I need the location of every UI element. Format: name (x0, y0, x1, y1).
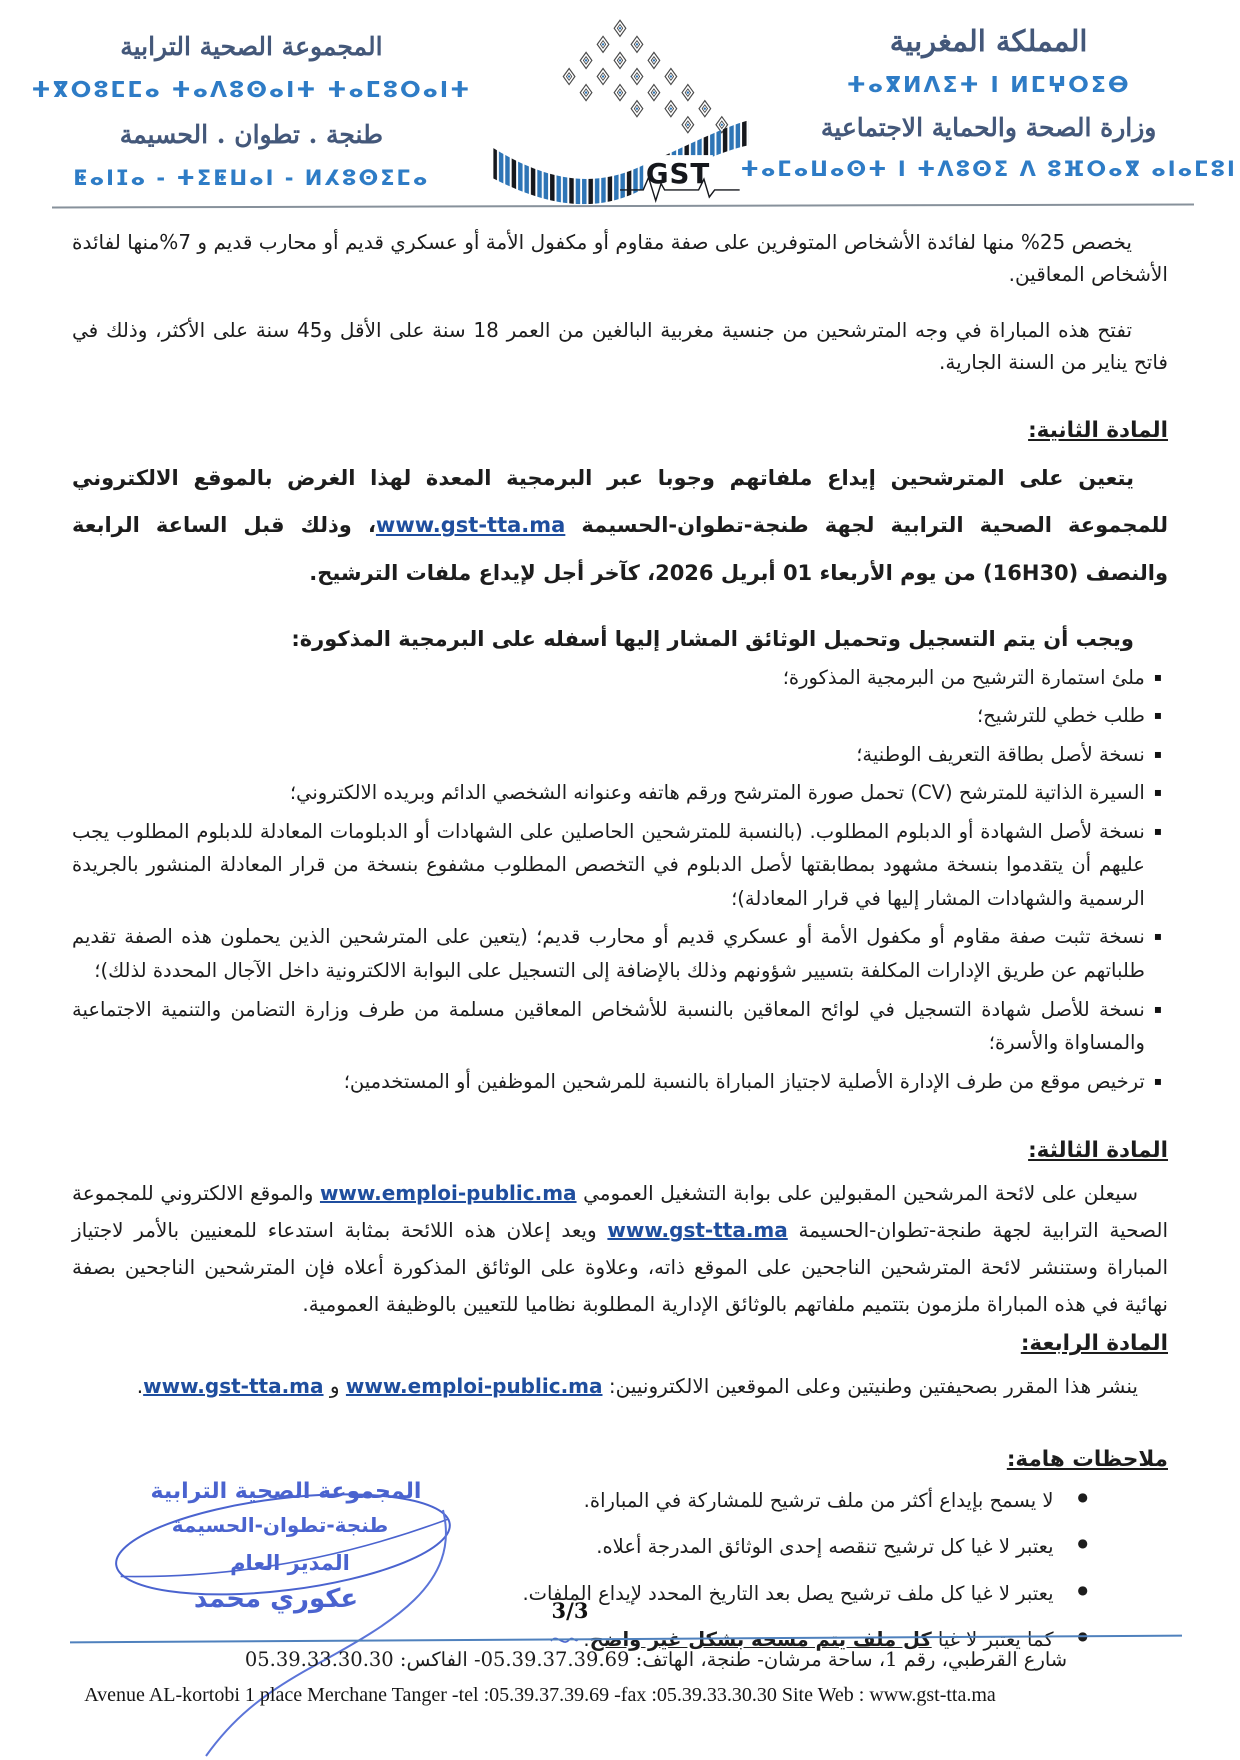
stamp-director-name: عكوري محمد (193, 1584, 359, 1614)
list-item (72, 993, 1162, 1060)
stamp-region: طنجة-تطوان-الحسيمة (171, 1513, 389, 1537)
article2-text-2: ، وذلك قبل الساعة الرابعة والنصف (16H30) من يوم الأربعاء 01 أبريل 2026، كآخر أجل لإيداع ملفات الترشيح. (72, 513, 1168, 585)
notes-heading: ملاحظات هامة: (1006, 1447, 1168, 1473)
gst-website-link[interactable]: www.gst-tta.ma (607, 1218, 788, 1243)
round-bullet-icon: ● (1077, 1490, 1088, 1505)
list-item (72, 815, 1162, 916)
article4-heading: المادة الرابعة: (1020, 1331, 1168, 1357)
article2-heading: المادة الثانية: (1028, 418, 1168, 443)
list-item (72, 738, 1162, 772)
article2-text-1: يتعين على المترشحين إيداع ملفاتهم وجوبا عبر البرمجية المعدة لهذا الغرض بالموقع الالكتروني للمجموعة الصحية الترابية لجهة طنجة-تطوان-الحسيمة (72, 466, 1168, 538)
kingdom-arabic: المملكة المغربية (889, 24, 1088, 58)
doc-item-text: السيرة الذاتية للمترشح (CV) تحمل صورة المترشح ورقم هاتفه وعنوانه الشخصي الدائم وبريده الالكتروني؛ (289, 781, 1145, 805)
note-text: يعتبر لا غيا كل ترشيح تنقصه إحدى الوثائق المدرجة أعلاه. (596, 1535, 1054, 1559)
org-name-tifinagh: ⵜⴳⵔⵓⵎⵎⴰ ⵜⴰⴷⵓⵙⴰⵏⵜ ⵜⴰⵎⵓⵔⴰⵏⵜ (31, 78, 472, 103)
note-text: يعتبر لا غيا كل ملف ترشيح يصل بعد التاريخ المحدد لإيداع الملفات. (522, 1581, 1054, 1605)
doc-item-text: ترخيص موقع من طرف الإدارة الأصلية لاجتياز المباراة بالنسبة للمرشحين الموظفين أو المستخدمين؛ (343, 1069, 1145, 1093)
square-bullet-icon: ▪ (1153, 1073, 1162, 1088)
gst-logo (459, 14, 782, 206)
gst-website-link[interactable]: www.gst-tta.ma (375, 513, 566, 538)
header-divider (52, 204, 1194, 209)
gst-website-link[interactable]: www.gst-tta.ma (143, 1374, 324, 1399)
article3-heading: المادة الثالثة: (1028, 1138, 1168, 1164)
article3-text-2: والموقع الالكتروني للمجموعة الصحية الترابية لجهة طنجة-تطوان-الحسيمة (72, 1181, 1168, 1243)
emploi-public-link[interactable]: www.emploi-public.ma (319, 1181, 577, 1206)
list-item (72, 1065, 1162, 1099)
letterhead-right (740, 14, 1237, 181)
note-underlined-text: كل ملف يتم مسحه بشكل غير واضح (589, 1627, 932, 1651)
required-documents-list (72, 661, 1162, 1098)
doc-item-text: ملئ استمارة الترشيح من البرمجية المذكورة؛ (782, 665, 1145, 689)
emploi-public-link[interactable]: www.emploi-public.ma (345, 1374, 603, 1399)
stamp-title-general-director: المدير العام (230, 1551, 350, 1575)
letterhead (0, 0, 1240, 192)
org-name-arabic: المجموعة الصحية الترابية (120, 32, 383, 61)
round-bullet-icon: ● (1077, 1582, 1088, 1597)
article4-paragraph (72, 1368, 1168, 1405)
square-bullet-icon: ▪ (1153, 785, 1162, 800)
square-bullet-icon: ▪ (1153, 929, 1162, 944)
article4-text-2: و (323, 1374, 346, 1399)
doc-item-text: نسخة تثبت صفة مقاوم أو مكفول الأمة أو عسكري قديم أو محارب قديم؛ (يتعين على المترشحين الذين يحملون هذه الصفة تقديم طلباتهم عن طريق الإدارات المكلفة بتسيير شؤونهم وذلك بالإضافة إلى التسجيل على البوابة الالكترونية داخل الآجال المحددة لذلك)؛ (72, 925, 1145, 982)
article3-text-1: سيعلن على لائحة المرشحين المقبولين على بوابة التشغيل العمومي (576, 1181, 1138, 1206)
square-bullet-icon: ▪ (1153, 1001, 1162, 1016)
square-bullet-icon: ▪ (1153, 669, 1162, 684)
square-bullet-icon: ▪ (1153, 746, 1162, 761)
note-text-suffix: . (583, 1627, 590, 1651)
doc-item-text: طلب خطي للترشيح؛ (976, 704, 1145, 728)
article4-text-1: ينشر هذا المقرر بصحيفتين وطنيتين وعلى الموقعين الالكترونيين: (602, 1374, 1138, 1399)
note-text-prefix: كما يعتبر لا غيا (931, 1627, 1054, 1651)
doc-item-text: نسخة لأصل الشهادة أو الدبلوم المطلوب. (بالنسبة للمترشحين الحاصلين على الشهادات أو الدبلومات المعادلة للدبلوم المطلوب يجب عليهم أن يتقدموا بنسخة مشهود بمطابقتها لأصل الدبلوم في التخصص المطلوب مشفوع بنسخة من قرار المعادلة المنشور بالجريدة الرسمية والشهادات المشار إليها في قرار المعادلة)؛ (72, 819, 1145, 910)
list-item (72, 699, 1162, 733)
footer-address-latin: Avenue AL-kortobi 1 place Merchane Tanger -tel :05.39.37.39.69 -fax :05.39.33.30.30 Site Web : www.gst-tta.ma (84, 1684, 996, 1706)
quota-paragraph: يخصص 25% منها لفائدة الأشخاص المتوفرين على صفة مقاوم أو مكفول الأمة أو عسكري قديم أو محارب قديم و 7%منها لفائدة الأشخاص المعاقين. (72, 230, 1168, 286)
page-number: 3/3 (551, 1598, 589, 1623)
round-bullet-icon: ● (1077, 1536, 1088, 1551)
round-bullet-icon: ● (1077, 1628, 1088, 1643)
ministry-arabic: وزارة الصحة والحماية الاجتماعية (820, 113, 1157, 142)
footer-address-arabic: شارع القرطبي، رقم 1، ساحة مرشان- طنجة، الهاتف: 05.39.37.39.69- الفاكس: 05.39.33.30.30 (244, 1648, 1068, 1671)
letterhead-left (31, 14, 472, 190)
article3-text-3: ويعد إعلان هذه اللائحة بمثابة استدعاء للمعنيين بالأمر لاجتياز المباراة وستنشر لائحة المترشحين الناجحين على الموقع ذاته، وعلاوة على الوثائق المذكورة أعلاه فإن المترشحين الناجحين بصفة نهائية في هذه المباراة ملزمون بتتميم ملفاتهم بالوثائق الإدارية المطلوبة نظاميا للتعيين بالوظيفة العمومية. (72, 1218, 1168, 1317)
region-name-tifinagh: ⵟⴰⵏⵊⴰ - ⵜⵉⵟⵡⴰⵏ - ⵍⵃⵓⵙⵉⵎⴰ (73, 166, 430, 190)
documents-intro: ويجب أن يتم التسجيل وتحميل الوثائق المشار إليها أسفله على البرمجية المذكورة: (291, 626, 1134, 651)
eligibility-paragraph: تفتح هذه المباراة في وجه المترشحين من جنسية مغربية البالغين من العمر 18 سنة على الأقل و45 سنة على الأكثر، وذلك في فاتح يناير من السنة الجارية. (72, 318, 1168, 374)
document-body (72, 226, 1168, 1654)
zellige-diamond-motif (563, 20, 727, 133)
ministry-tifinagh: ⵜⴰⵎⴰⵡⴰⵙⵜ ⵏ ⵜⴷⵓⵙⵉ ⴷ ⵓⴼⵔⴰⴳ ⴰⵏⴰⵎⵓⵏ (740, 157, 1237, 181)
square-bullet-icon: ▪ (1153, 708, 1162, 723)
kingdom-tifinagh: ⵜⴰⴳⵍⴷⵉⵜ ⵏ ⵍⵎⵖⵔⵉⴱ (846, 73, 1131, 98)
doc-item-text: نسخة للأصل شهادة التسجيل في لوائح المعاقين بالنسبة للأشخاص المعاقين مسلمة من طرف وزارة التضامن والتنمية الاجتماعية والمساواة والأسرة؛ (72, 997, 1145, 1055)
article2-paragraph (72, 455, 1168, 597)
note-text: لا يسمح بإيداع أكثر من ملف ترشيح للمشاركة في المباراة. (583, 1489, 1054, 1513)
signature-swoosh (206, 1510, 446, 1756)
stamp-org-name: المجموعة الصحية الترابية (150, 1479, 422, 1504)
list-item (72, 776, 1162, 810)
article4-text-3: . (136, 1374, 144, 1399)
region-name-arabic: طنجة . تطوان . الحسيمة (119, 120, 383, 149)
square-bullet-icon: ▪ (1153, 823, 1162, 838)
list-item (72, 920, 1162, 987)
gst-logo-text: GST (645, 156, 711, 190)
article3-paragraph (72, 1175, 1168, 1323)
gst-logo-graphic (486, 14, 754, 206)
list-item (72, 661, 1162, 695)
doc-item-text: نسخة لأصل بطاقة التعريف الوطنية؛ (856, 742, 1145, 766)
